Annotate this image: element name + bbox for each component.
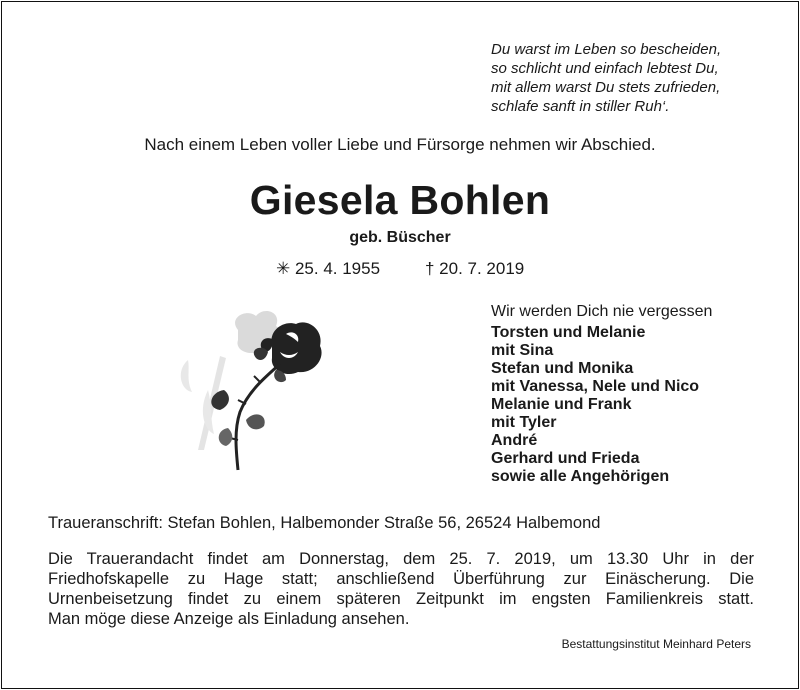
service-info — [48, 549, 754, 629]
intro-text: Nach einem Leben voller Liebe und Fürsorge nehmen wir Abschied. — [144, 135, 656, 154]
poem-line: so schlicht und einfach lebtest Du, — [491, 60, 719, 77]
mourner-name: André — [491, 432, 538, 449]
mourner-name: Torsten und Melanie — [491, 324, 646, 341]
poem-line: mit allem warst Du stets zufrieden, — [491, 79, 721, 96]
service-line: Man möge diese Anzeige als Einladung ansehen. — [48, 610, 410, 628]
mourner-name: Melanie und Frank — [491, 396, 632, 413]
mourners-list — [491, 324, 791, 486]
mourners-intro: Wir werden Dich nie vergessen — [491, 303, 713, 320]
mourner-name: mit Vanessa, Nele und Nico — [491, 378, 700, 395]
rose-icon — [168, 300, 338, 490]
service-line: Die Trauerandacht findet am Donnerstag, dem 25. 7. 2019, um 13.30 Uhr in der — [48, 550, 754, 568]
service-line: Friedhofskapelle zu Hage statt; anschließend Überführung zur Einäscherung. Die — [48, 570, 754, 588]
mourner-name: mit Tyler — [491, 414, 557, 431]
mourners-block — [491, 301, 791, 486]
mourner-name: mit Sina — [491, 342, 554, 359]
poem-line: schlafe sanft in stiller Ruh‘. — [491, 98, 670, 115]
birth-date: ✳ 25. 4. 1955 — [276, 259, 381, 278]
poem — [491, 40, 791, 116]
death-date: † 20. 7. 2019 — [425, 259, 525, 278]
poem-line: Du warst im Leben so bescheiden, — [491, 41, 722, 58]
mourner-name: sowie alle Angehörigen — [491, 468, 670, 485]
mourning-address: Traueranschrift: Stefan Bohlen, Halbemonder Straße 56, 26524 Halbemond — [48, 514, 601, 532]
mourner-name: Stefan und Monika — [491, 360, 634, 377]
maiden-name: geb. Büscher — [349, 229, 451, 246]
service-line: Urnenbeisetzung findet zu einem späteren Zeitpunkt im engsten Familienkreis statt. — [48, 590, 754, 608]
deceased-name: Giesela Bohlen — [249, 177, 551, 223]
funeral-home: Bestattungsinstitut Meinhard Peters — [561, 637, 751, 651]
mourner-name: Gerhard und Frieda — [491, 450, 640, 467]
